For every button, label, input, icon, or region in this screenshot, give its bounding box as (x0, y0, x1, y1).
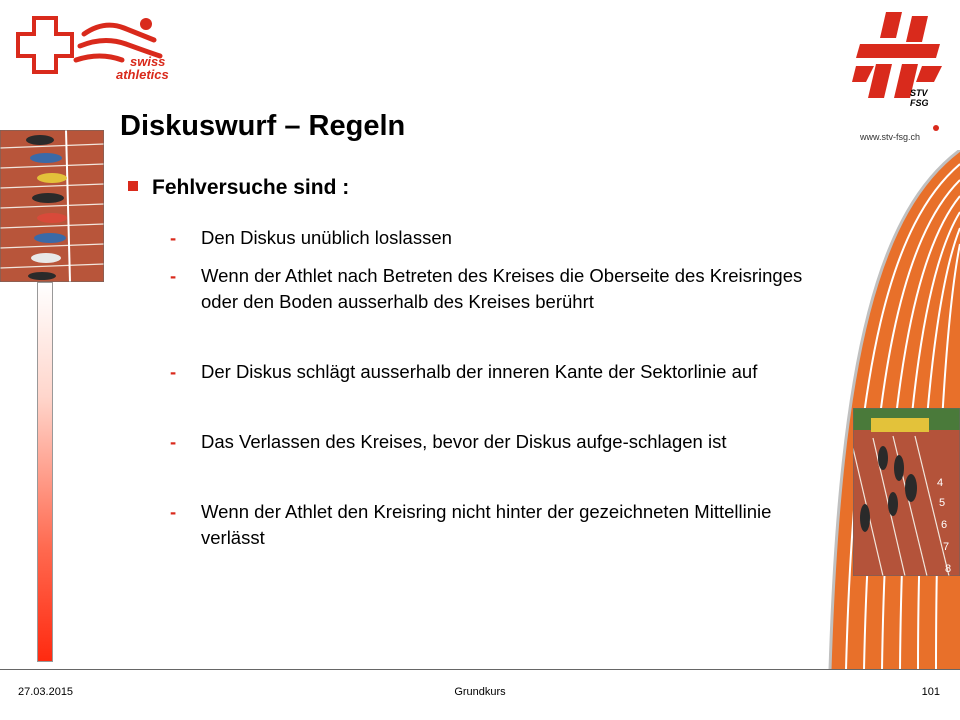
list-item (170, 499, 810, 551)
list-item (170, 225, 810, 251)
svg-text:5: 5 (939, 497, 946, 509)
slide-title: Diskuswurf – Regeln (120, 110, 406, 142)
sprint-start-photo (0, 130, 104, 282)
dash-bullet-icon: - (170, 431, 177, 452)
sprint-finish-photo (853, 408, 960, 576)
footer-date: 27.03.2015 (18, 686, 74, 698)
list-item-text: Den Diskus unüblich loslassen (201, 227, 452, 248)
logo-left-line2: athletics (116, 67, 169, 82)
dash-bullet-icon: - (170, 265, 177, 286)
dash-bullet-icon: - (170, 227, 177, 248)
logo-right-line1: STV (910, 88, 928, 98)
svg-text:4: 4 (937, 477, 944, 489)
logo-right-url: www.stv-fsg.ch (860, 132, 921, 142)
page-number: 101 (921, 686, 940, 698)
list-item-text: Das Verlassen des Kreises, bevor der Diskus aufge-schlagen ist (201, 431, 727, 452)
logo-right-line2: FSG (910, 98, 929, 108)
main-bullet (128, 176, 349, 200)
footer-divider (0, 669, 960, 670)
svg-text:6: 6 (941, 519, 948, 531)
list-item (170, 359, 810, 385)
swiss-athletics-logo (14, 14, 184, 84)
list-item (170, 429, 810, 455)
svg-text:8: 8 (945, 563, 952, 575)
list-item-text: Wenn der Athlet nach Betreten des Kreises die Oberseite des Kreisringes oder den Boden ausserhalb des Kreises berührt (201, 265, 803, 312)
decorative-gradient-bar (37, 282, 53, 662)
list-item (170, 263, 810, 315)
square-bullet-icon (128, 181, 138, 191)
footer-title: Grundkurs (454, 686, 506, 698)
svg-text:7: 7 (943, 541, 950, 553)
list-item-text: Wenn der Athlet den Kreisring nicht hinter der gezeichneten Mittellinie verlässt (201, 501, 772, 548)
list-item-text: Der Diskus schlägt ausserhalb der inneren Kante der Sektorlinie auf (201, 361, 758, 382)
dash-bullet-icon: - (170, 361, 177, 382)
main-bullet-text: Fehlversuche sind : (152, 176, 350, 199)
stv-fsg-logo (852, 10, 948, 150)
logo-left-line1: swiss (130, 54, 166, 69)
dash-bullet-icon: - (170, 501, 177, 522)
